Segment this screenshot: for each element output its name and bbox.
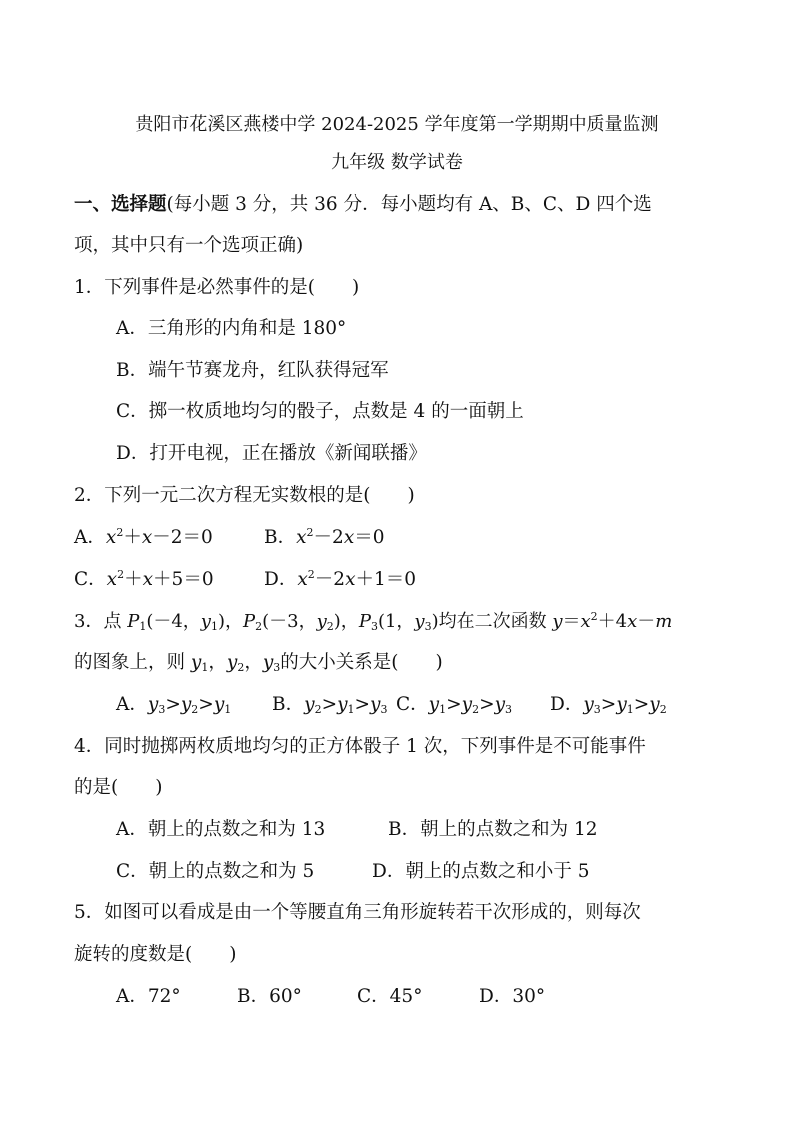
q4-stem-line1: 4．同时抛掷两枚质地均匀的正方体骰子 1 次，下列事件是不可能事件 — [74, 736, 646, 757]
q3-option-d: D．$y_3>y_1>y_2$ — [550, 694, 667, 716]
q3-stem-line2: 的图象上，则 $y_1$，$y_2$，$y_3$的大小关系是( ) — [74, 652, 443, 674]
q3-option-a: A．$y_3>y_2>y_1$ — [116, 694, 232, 716]
section-instruction: (每小题 3 分，共 36 分．每小题均有 A、B、C、D 四个选 — [166, 194, 652, 215]
q2-option-c: C．$x^2+x+5=0$ — [74, 568, 214, 590]
q1-stem: 1．下列事件是必然事件的是( ) — [74, 277, 360, 298]
q4-option-d: D．朝上的点数之和小于 5 — [372, 861, 590, 882]
q1-option-a: A．三角形的内角和是 180° — [116, 318, 347, 339]
q5-option-d: D．30° — [479, 986, 546, 1007]
q5-options — [116, 982, 545, 1008]
q3-option-c: C．$y_1>y_2>y_3$ — [396, 694, 513, 716]
exam-subtitle: 九年级 数学试卷 — [331, 152, 463, 173]
q5-stem-line2: 旋转的度数是( ) — [74, 944, 237, 965]
q2-stem: 2．下列一元二次方程无实数根的是( ) — [74, 485, 415, 506]
q5-option-b: B．60° — [237, 986, 302, 1007]
q4-stem-line2: 的是( ) — [74, 777, 163, 798]
q5-option-c: C．45° — [357, 986, 423, 1007]
q1-option-d: D．打开电视，正在播放《新闻联播》 — [116, 443, 427, 464]
q4-option-a: A．朝上的点数之和为 13 — [116, 819, 326, 840]
q4-option-c: C．朝上的点数之和为 5 — [116, 861, 315, 882]
section-heading — [74, 190, 652, 216]
q4-options-row2 — [116, 857, 589, 883]
exam-title: 贵阳市花溪区燕楼中学 2024-2025 学年度第一学期期中质量监测 — [135, 114, 659, 135]
q5-option-a: A．72° — [116, 986, 181, 1007]
section-instruction-cont: 项，其中只有一个选项正确) — [74, 235, 304, 256]
q4-option-b: B．朝上的点数之和为 12 — [388, 819, 598, 840]
q3-options — [116, 690, 667, 716]
q3-stem-line1: 3．点 $P_1(-4$，$y_1$)，$P_2(-3$，$y_2$)，$P_3(1$，$y_3$)均在二次函数 $y=x^2+4x-m$ — [74, 610, 673, 633]
q2-option-a: A．$x^2+x-2=0$ — [74, 526, 213, 548]
q1-option-c: C．掷一枚质地均匀的骰子，点数是 4 的一面朝上 — [116, 401, 524, 422]
q2-option-b: B．$x^2-2x=0$ — [264, 526, 385, 548]
q2-options-row2 — [74, 565, 416, 591]
q4-options-row1 — [116, 815, 598, 841]
q5-stem-line1: 5．如图可以看成是由一个等腰直角三角形旋转若干次形成的，则每次 — [74, 902, 641, 923]
q2-options-row1 — [74, 523, 385, 549]
section-title: 一、选择题 — [74, 194, 167, 215]
q3-option-b: B．$y_2>y_1>y_3$ — [272, 694, 388, 716]
q2-option-d: D．$x^2-2x+1=0$ — [264, 568, 417, 590]
q1-option-b: B．端午节赛龙舟，红队获得冠军 — [116, 360, 389, 381]
